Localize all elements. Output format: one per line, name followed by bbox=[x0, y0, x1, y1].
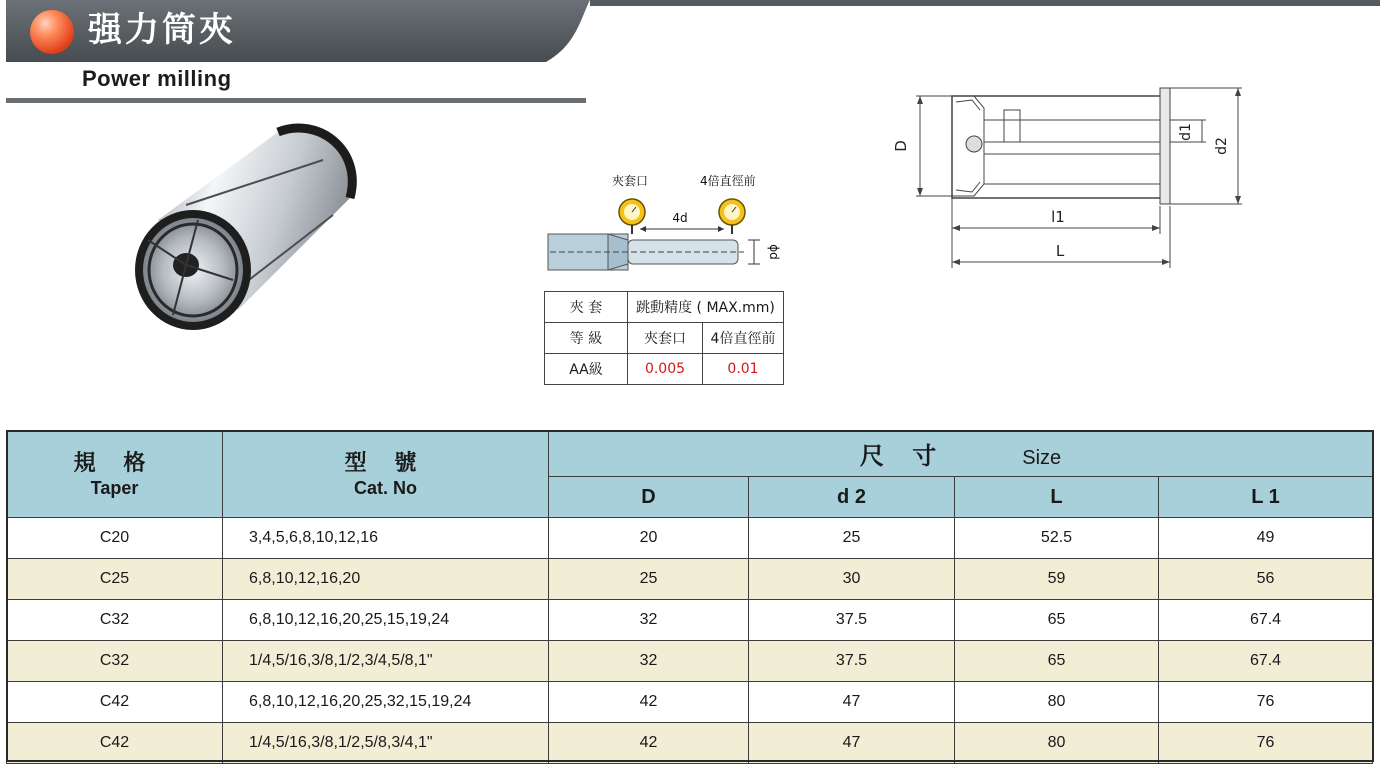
D-cell: 32 bbox=[549, 641, 749, 682]
taper-header-en: Taper bbox=[90, 477, 139, 498]
cat-cell: 6,8,10,12,16,20 bbox=[223, 559, 549, 600]
label-phi-d: ϕd bbox=[767, 244, 781, 260]
L-cell: 65 bbox=[955, 600, 1159, 641]
size-header-cn: 尺 寸 bbox=[859, 442, 947, 470]
runout-mouth-value: 0.005 bbox=[628, 354, 703, 385]
collet-photo bbox=[128, 120, 368, 330]
spec-table-container bbox=[6, 430, 1372, 760]
table-row bbox=[7, 518, 1373, 559]
label-4x-diameter: 4倍直徑前 bbox=[700, 174, 756, 188]
size-header bbox=[549, 431, 1373, 477]
table-row bbox=[7, 559, 1373, 600]
d2-cell: 47 bbox=[749, 723, 955, 764]
runout-accuracy-table bbox=[544, 291, 784, 385]
L-cell: 65 bbox=[955, 641, 1159, 682]
d2-cell: 30 bbox=[749, 559, 955, 600]
L1-cell: 56 bbox=[1159, 559, 1373, 600]
runout-diagram bbox=[540, 168, 790, 288]
cat-cell: 6,8,10,12,16,20,25,15,19,24 bbox=[223, 600, 549, 641]
grade-header-line1: 夾 套 bbox=[545, 292, 628, 323]
label-collet-mouth: 夾套口 bbox=[612, 174, 649, 188]
col-mouth-header: 夾套口 bbox=[628, 323, 703, 354]
page-subtitle: Power milling bbox=[82, 66, 232, 91]
L1-cell: 76 bbox=[1159, 723, 1373, 764]
cat-cell: 3,4,5,6,8,10,12,16 bbox=[223, 518, 549, 559]
cat-header bbox=[223, 431, 549, 518]
title-banner bbox=[6, 0, 590, 62]
L1-cell: 76 bbox=[1159, 682, 1373, 723]
L1-cell: 67.4 bbox=[1159, 600, 1373, 641]
size-header-en: Size bbox=[1022, 447, 1062, 469]
D-cell: 42 bbox=[549, 723, 749, 764]
cat-cell: 1/4,5/16,3/8,1/2,3/4,5/8,1" bbox=[223, 641, 549, 682]
label-4d: 4d bbox=[672, 211, 688, 225]
title-bullet-icon bbox=[30, 10, 74, 54]
runout-header: 跳動精度 ( MAX.mm) bbox=[628, 292, 784, 323]
d2-cell: 25 bbox=[749, 518, 955, 559]
taper-cell: C32 bbox=[7, 641, 223, 682]
table-row bbox=[7, 641, 1373, 682]
label-L: L bbox=[1055, 242, 1065, 260]
runout-4x-value: 0.01 bbox=[703, 354, 784, 385]
D-cell: 42 bbox=[549, 682, 749, 723]
col-L1-header: L 1 bbox=[1159, 477, 1373, 518]
taper-cell: C25 bbox=[7, 559, 223, 600]
taper-cell: C32 bbox=[7, 600, 223, 641]
table-row bbox=[7, 600, 1373, 641]
grade-header-line2: 等 級 bbox=[545, 323, 628, 354]
col-d2-header: d 2 bbox=[749, 477, 955, 518]
cat-cell: 1/4,5/16,3/8,1/2,5/8,3/4,1" bbox=[223, 723, 549, 764]
table-row bbox=[7, 723, 1373, 764]
L-cell: 80 bbox=[955, 682, 1159, 723]
D-cell: 20 bbox=[549, 518, 749, 559]
spec-table bbox=[6, 430, 1373, 764]
label-l1: l1 bbox=[1051, 208, 1065, 226]
grade-value: AA級 bbox=[545, 354, 628, 385]
L1-cell: 49 bbox=[1159, 518, 1373, 559]
label-d2: d2 bbox=[1214, 137, 1230, 155]
cat-cell: 6,8,10,12,16,20,25,32,15,19,24 bbox=[223, 682, 549, 723]
taper-header bbox=[7, 431, 223, 518]
dimension-drawing bbox=[888, 84, 1258, 284]
table-row bbox=[7, 682, 1373, 723]
cat-header-cn: 型 號 bbox=[344, 450, 427, 476]
taper-cell: C42 bbox=[7, 682, 223, 723]
L-cell: 52.5 bbox=[955, 518, 1159, 559]
page-title: 强力筒夾 bbox=[88, 10, 236, 50]
subtitle-rule bbox=[6, 98, 586, 103]
header-rule bbox=[590, 0, 1380, 6]
d2-cell: 37.5 bbox=[749, 600, 955, 641]
label-d1: d1 bbox=[1178, 123, 1194, 141]
d2-cell: 37.5 bbox=[749, 641, 955, 682]
label-D: D bbox=[892, 140, 910, 152]
col-4x-header: 4倍直徑前 bbox=[703, 323, 784, 354]
col-D-header: D bbox=[549, 477, 749, 518]
taper-cell: C20 bbox=[7, 518, 223, 559]
D-cell: 25 bbox=[549, 559, 749, 600]
col-L-header: L bbox=[955, 477, 1159, 518]
taper-cell: C42 bbox=[7, 723, 223, 764]
L-cell: 59 bbox=[955, 559, 1159, 600]
L-cell: 80 bbox=[955, 723, 1159, 764]
L1-cell: 67.4 bbox=[1159, 641, 1373, 682]
D-cell: 32 bbox=[549, 600, 749, 641]
d2-cell: 47 bbox=[749, 682, 955, 723]
taper-header-cn: 規 格 bbox=[73, 450, 156, 476]
cat-header-en: Cat. No bbox=[354, 477, 417, 498]
